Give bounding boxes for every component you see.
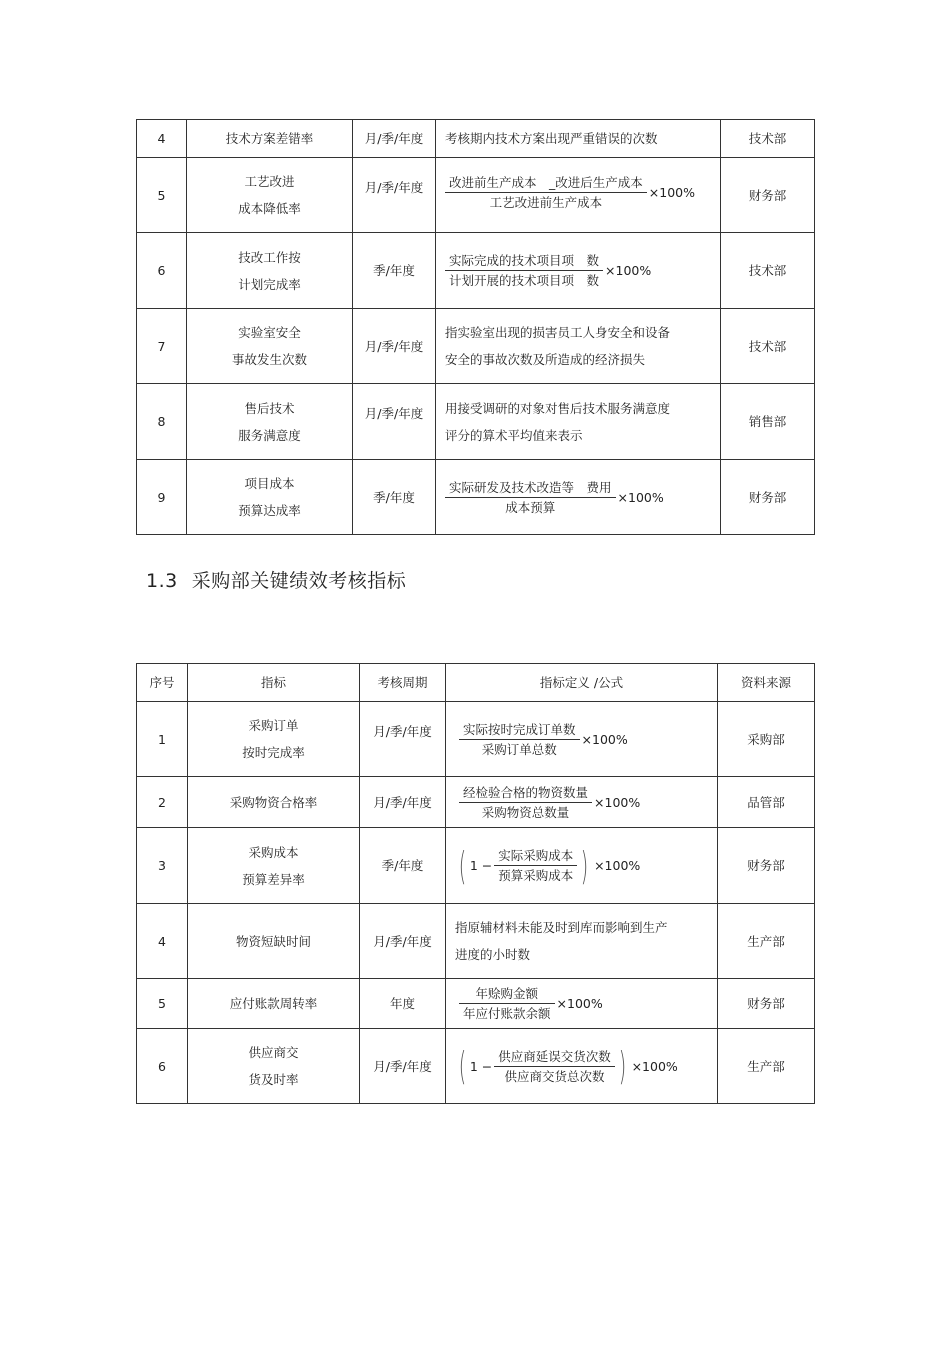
indicator-name-line: 事故发生次数 bbox=[231, 352, 307, 367]
indicator-definition bbox=[436, 384, 721, 460]
table-row bbox=[137, 309, 815, 384]
table-row bbox=[137, 120, 815, 158]
data-source: 技术部 bbox=[721, 233, 815, 309]
row-number: 6 bbox=[137, 1029, 188, 1104]
assessment-period: 年度 bbox=[360, 979, 446, 1029]
indicator-name-line: 项目成本 bbox=[244, 476, 295, 491]
indicator-name-line: 技改工作按 bbox=[238, 249, 301, 265]
indicator-name: 物资短缺时间 bbox=[188, 904, 360, 979]
formula-multiplier: ×100% bbox=[648, 184, 695, 200]
row-number: 5 bbox=[137, 979, 188, 1029]
formula-one-minus: 1 − bbox=[469, 858, 493, 873]
row-number: 2 bbox=[137, 777, 188, 828]
formula-denominator: 采购订单总数 bbox=[481, 741, 557, 757]
indicator-name: 采购物资合格率 bbox=[188, 777, 360, 828]
row-number: 8 bbox=[137, 384, 187, 460]
formula-numerator: 年赊购金额 bbox=[475, 986, 539, 1001]
table-row bbox=[137, 979, 815, 1029]
fraction-bar bbox=[459, 739, 580, 740]
formula-denominator: 计划开展的技术项目项 数 bbox=[449, 273, 600, 288]
data-source: 品管部 bbox=[718, 777, 815, 828]
row-number: 1 bbox=[137, 702, 188, 777]
data-source: 生产部 bbox=[718, 904, 815, 979]
table-row bbox=[137, 702, 815, 777]
row-number: 9 bbox=[137, 460, 187, 535]
table-row bbox=[137, 904, 815, 979]
indicator-formula bbox=[446, 702, 718, 777]
indicator-name bbox=[188, 702, 360, 777]
assessment-period: 月/季/年度 bbox=[360, 777, 446, 828]
section-title: 采购部关键绩效考核指标 bbox=[191, 570, 407, 592]
kpi-table-procurement bbox=[136, 663, 815, 1104]
left-paren-icon: ( bbox=[458, 843, 467, 888]
assessment-period: 季/年度 bbox=[353, 460, 436, 535]
data-source: 技术部 bbox=[721, 309, 815, 384]
definition-line: 指原辅材料未能及时到库而影响到生产 bbox=[455, 920, 668, 935]
indicator-formula bbox=[446, 979, 718, 1029]
header-period: 考核周期 bbox=[360, 664, 446, 702]
indicator-name-line: 预算差异率 bbox=[242, 871, 305, 887]
assessment-period: 月/季/年度 bbox=[360, 904, 446, 979]
indicator-formula bbox=[436, 460, 721, 535]
assessment-period: 季/年度 bbox=[353, 233, 436, 309]
table-row bbox=[137, 384, 815, 460]
formula-denominator: 预算采购成本 bbox=[498, 868, 574, 883]
indicator-name-line: 计划完成率 bbox=[238, 276, 301, 292]
formula-numerator: 实际完成的技术项目项 数 bbox=[449, 253, 600, 268]
indicator-formula bbox=[436, 233, 721, 309]
formula-multiplier: ×100% bbox=[594, 858, 641, 873]
section-number: 1.3 bbox=[146, 570, 178, 592]
indicator-name bbox=[187, 158, 353, 233]
definition-line: 进度的小时数 bbox=[455, 947, 531, 962]
indicator-formula bbox=[436, 158, 721, 233]
assessment-period: 季/年度 bbox=[360, 828, 446, 904]
header-definition: 指标定义 /公式 bbox=[446, 664, 718, 702]
indicator-name-line: 采购成本 bbox=[248, 844, 299, 860]
indicator-name bbox=[187, 384, 353, 460]
data-source: 技术部 bbox=[721, 120, 815, 158]
data-source: 生产部 bbox=[718, 1029, 815, 1104]
assessment-period bbox=[353, 158, 436, 233]
data-source: 销售部 bbox=[721, 384, 815, 460]
formula-denominator: 年应付账款余额 bbox=[463, 1006, 551, 1021]
indicator-name-line: 实验室安全 bbox=[238, 325, 301, 340]
table-row bbox=[137, 233, 815, 309]
row-number: 6 bbox=[137, 233, 187, 309]
formula-multiplier: ×100% bbox=[594, 794, 641, 810]
indicator-formula bbox=[446, 828, 718, 904]
indicator-name bbox=[187, 309, 353, 384]
right-paren-icon: ) bbox=[618, 1044, 626, 1088]
formula-numerator: 经检验合格的物资数量 bbox=[463, 784, 589, 800]
formula-denominator: 供应商交货总次数 bbox=[504, 1068, 605, 1084]
formula-multiplier: ×100% bbox=[556, 996, 603, 1011]
indicator-definition bbox=[446, 904, 718, 979]
fraction-bar bbox=[494, 865, 577, 866]
indicator-name bbox=[188, 1029, 360, 1104]
table-row bbox=[137, 828, 815, 904]
indicator-name-line: 成本降低率 bbox=[238, 201, 301, 216]
formula-numerator: 改进前生产成本 _改进后生产成本 bbox=[449, 174, 643, 190]
indicator-name-line: 货及时率 bbox=[248, 1072, 299, 1087]
indicator-name-line: 服务满意度 bbox=[238, 427, 301, 443]
row-number: 4 bbox=[137, 904, 188, 979]
indicator-name-line: 供应商交 bbox=[248, 1045, 299, 1060]
formula-multiplier: ×100% bbox=[631, 1058, 678, 1074]
fraction-bar bbox=[459, 802, 592, 803]
header-indicator: 指标 bbox=[188, 664, 360, 702]
fraction-bar bbox=[494, 1066, 615, 1067]
row-number: 4 bbox=[137, 120, 187, 158]
formula-multiplier: ×100% bbox=[617, 489, 664, 505]
formula-multiplier: ×100% bbox=[605, 263, 652, 278]
row-number: 5 bbox=[137, 158, 187, 233]
period-text: 月/季/年度 bbox=[373, 723, 432, 739]
definition-line: 指实验室出现的损害员工人身安全和设备 bbox=[445, 325, 671, 340]
fraction-bar bbox=[445, 497, 616, 498]
formula-numerator: 实际按时完成订单数 bbox=[463, 721, 576, 737]
row-number: 7 bbox=[137, 309, 187, 384]
section-heading bbox=[146, 566, 406, 593]
indicator-name-line: 售后技术 bbox=[244, 400, 295, 416]
right-paren-icon: ) bbox=[580, 843, 589, 888]
formula-denominator: 工艺改进前生产成本 bbox=[489, 194, 603, 210]
formula-multiplier: ×100% bbox=[581, 731, 628, 747]
kpi-table-technical bbox=[136, 119, 815, 535]
fraction-bar bbox=[459, 1003, 555, 1004]
formula-numerator: 实际研发及技术改造等 费用 bbox=[449, 479, 612, 495]
fraction-bar bbox=[445, 192, 647, 193]
table-row bbox=[137, 460, 815, 535]
header-source: 资料来源 bbox=[718, 664, 815, 702]
indicator-name bbox=[188, 828, 360, 904]
period-text: 月/季/年度 bbox=[364, 406, 424, 421]
period-text: 月/季/年度 bbox=[364, 179, 424, 195]
data-source: 财务部 bbox=[721, 460, 815, 535]
assessment-period: 月/季/年度 bbox=[353, 120, 436, 158]
indicator-name: 技术方案差错率 bbox=[187, 120, 353, 158]
definition-line: 用接受调研的对象对售后技术服务满意度 bbox=[445, 400, 671, 416]
formula-numerator: 实际采购成本 bbox=[498, 848, 574, 863]
definition-line: 安全的事故次数及所造成的经济损失 bbox=[445, 352, 646, 367]
indicator-name: 应付账款周转率 bbox=[188, 979, 360, 1029]
formula-denominator: 采购物资总数量 bbox=[481, 804, 570, 820]
indicator-formula bbox=[446, 1029, 718, 1104]
definition-line: 评分的算术平均值来表示 bbox=[445, 427, 583, 443]
indicator-name bbox=[187, 460, 353, 535]
assessment-period bbox=[353, 384, 436, 460]
data-source: 财务部 bbox=[718, 979, 815, 1029]
data-source: 采购部 bbox=[718, 702, 815, 777]
row-number: 3 bbox=[137, 828, 188, 904]
indicator-definition bbox=[436, 309, 721, 384]
assessment-period: 月/季/年度 bbox=[353, 309, 436, 384]
left-paren-icon: ( bbox=[458, 1044, 467, 1088]
table-header-row bbox=[137, 664, 815, 702]
header-number: 序号 bbox=[137, 664, 188, 702]
indicator-name-line: 按时完成率 bbox=[242, 745, 305, 760]
formula-numerator: 供应商延误交货次数 bbox=[498, 1048, 611, 1064]
fraction-bar bbox=[445, 270, 603, 271]
assessment-period: 月/季/年度 bbox=[360, 1029, 446, 1104]
table-row bbox=[137, 158, 815, 233]
data-source: 财务部 bbox=[718, 828, 815, 904]
indicator-name-line: 预算达成率 bbox=[238, 503, 301, 518]
indicator-name-line: 工艺改进 bbox=[244, 174, 295, 189]
indicator-name bbox=[187, 233, 353, 309]
formula-one-minus: 1 − bbox=[469, 1058, 493, 1074]
table-row bbox=[137, 1029, 815, 1104]
assessment-period bbox=[360, 702, 446, 777]
data-source: 财务部 bbox=[721, 158, 815, 233]
indicator-name-line: 采购订单 bbox=[248, 718, 299, 733]
indicator-formula bbox=[446, 777, 718, 828]
indicator-definition: 考核期内技术方案出现严重错误的次数 bbox=[436, 120, 721, 158]
formula-denominator: 成本预算 bbox=[505, 499, 556, 515]
table-row bbox=[137, 777, 815, 828]
